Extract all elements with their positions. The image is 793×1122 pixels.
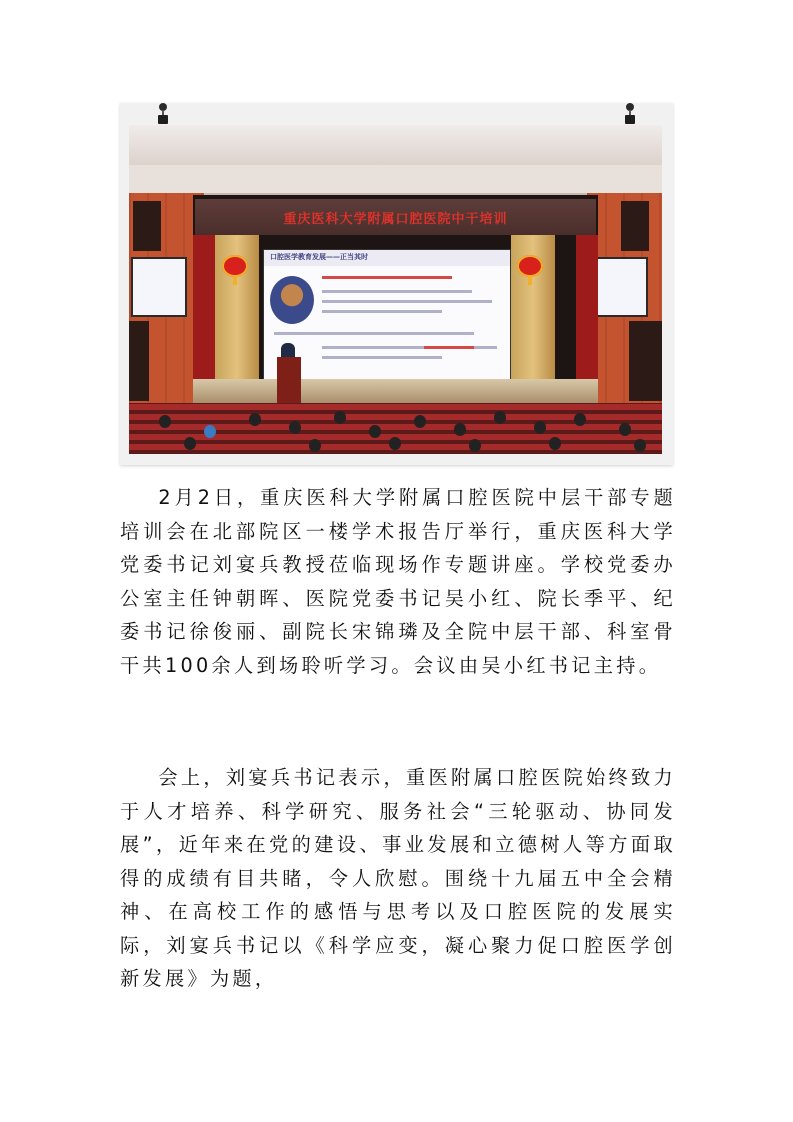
slide-title: 口腔医学教育发展——正当其时 bbox=[270, 253, 368, 261]
article-paragraph-2: 会上，刘宴兵书记表示，重医附属口腔医院始终致力于人才培养、科学研究、服务社会“三轮驱动、协同发展”，近年来在党的建设、事业发展和立德树人等方面取得的成绩有目共睹，令人欣慰。围绕十九届五中全会精神、在高校工作的感悟与思考以及口腔医院的发展实际，刘宴兵书记以《科学应变，凝心聚力促口腔医学创新发展》为题， bbox=[120, 766, 676, 990]
podium bbox=[277, 357, 301, 405]
photo-card bbox=[120, 103, 673, 465]
meeting-photo bbox=[129, 125, 662, 454]
portrait-icon bbox=[270, 276, 314, 324]
article-paragraph-1: 2月2日，重庆医科大学附属口腔医院中层干部专题培训会在北部院区一楼学术报告厅举行，重庆医科大学党委书记刘宴兵教授莅临现场作专题讲座。学校党委办公室主任钟朝晖、医院党委书记吴小红、院长季平、纪委书记徐俊丽、副院长宋锦璘及全院中层干部、科室骨干共100余人到场聆听学习。会议由吴小红书记主持。 bbox=[120, 486, 676, 677]
left-side-screen bbox=[131, 257, 187, 317]
right-side-screen bbox=[592, 257, 648, 317]
lantern-icon bbox=[517, 255, 543, 277]
stage-banner: 重庆医科大学附属口腔医院中干培训 bbox=[195, 199, 596, 235]
pushpin-icon bbox=[625, 103, 635, 125]
pushpin-icon bbox=[158, 103, 168, 125]
lantern-icon bbox=[222, 255, 248, 277]
